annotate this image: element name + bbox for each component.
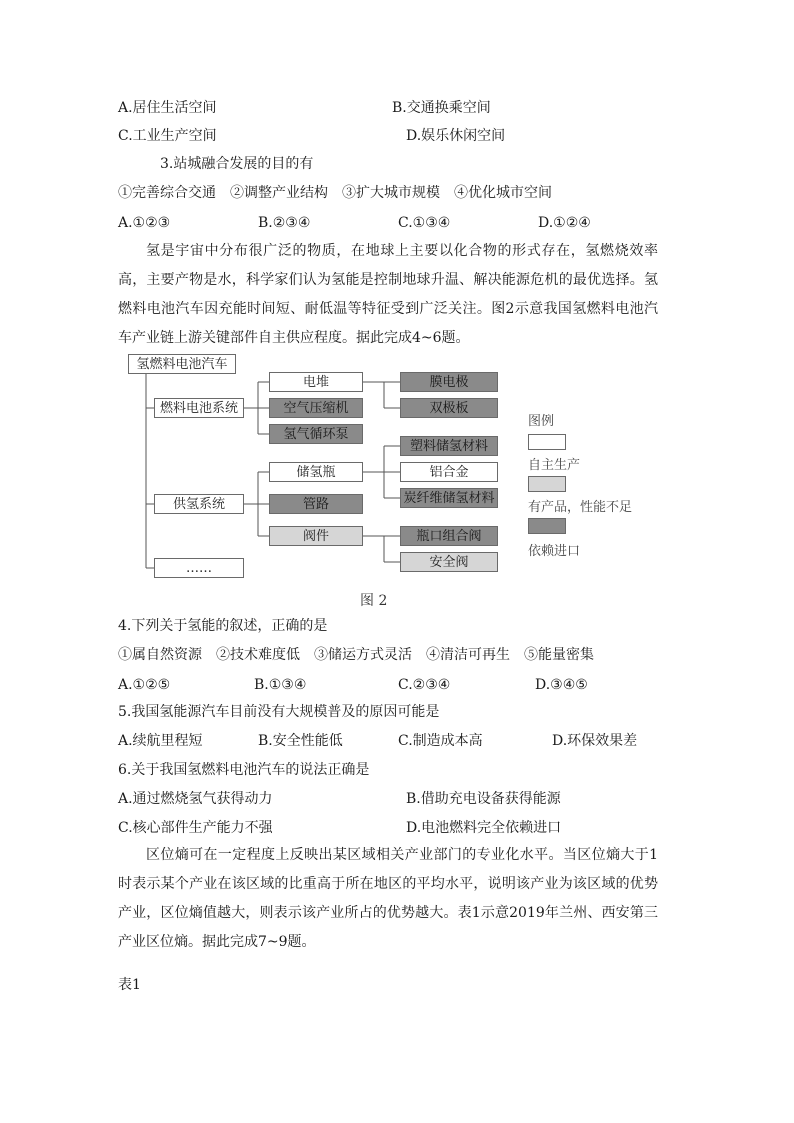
q6-option-a: A.通过燃烧氢气获得动力: [118, 791, 273, 807]
node-stack: 电堆: [269, 372, 363, 392]
node-cylinder-valve: 瓶口组合阀: [400, 526, 498, 546]
q2-option-c: C.工业生产空间: [118, 128, 217, 144]
q3-option-c: C.①③④: [398, 215, 451, 231]
node-carbon-fiber-material: 炭纤维储氢材料: [400, 488, 498, 508]
node-valve: 阀件: [269, 526, 363, 546]
legend-swatch-import: [528, 518, 566, 534]
passage-location-quotient: 区位熵可在一定程度上反映出某区域相关产业部门的专业化水平。当区位熵大于1时表示某个产业在该区域的比重高于所在地区的平均水平，说明该产业为该区域的优势产业，区位熵值越大，则表示该产业所占的优势越大。表1示意2019年兰州、西安第三产业区位熵。据此完成7~9题。: [118, 847, 658, 950]
q3-stem: 3.站城融合发展的目的有: [160, 156, 314, 172]
legend-title: 图例: [528, 414, 555, 429]
legend-label-insufficient: 有产品，性能不足: [528, 500, 633, 515]
node-fuel-cell-system: 燃料电池系统: [154, 398, 244, 418]
node-bipolar-plate: 双极板: [400, 398, 498, 418]
q4-option-c: C.②③④: [398, 677, 451, 693]
q4-option-d: D.③④⑤: [535, 677, 588, 693]
q4-items: ①属自然资源 ②技术难度低 ③储运方式灵活 ④清洁可再生 ⑤能量密集: [118, 647, 594, 663]
q6-stem: 6.关于我国氢燃料电池汽车的说法正确是: [118, 762, 370, 778]
node-safety-valve: 安全阀: [400, 552, 498, 572]
q3-option-a: A.①②③: [118, 215, 171, 231]
node-aluminum-alloy: 铝合金: [400, 462, 498, 482]
q5-option-c: C.制造成本高: [398, 733, 483, 749]
node-membrane-electrode: 膜电极: [400, 372, 498, 392]
q6-option-c: C.核心部件生产能力不强: [118, 820, 273, 836]
q5-option-a: A.续航里程短: [118, 733, 203, 749]
q5-option-b: B.安全性能低: [258, 733, 343, 749]
node-plastic-storage-material: 塑料储氢材料: [400, 436, 498, 456]
table-label: 表1: [118, 977, 141, 993]
node-hydrogen-pump: 氢气循环泵: [269, 424, 363, 444]
node-hydrogen-supply-system: 供氢系统: [154, 494, 244, 514]
q3-option-d: D.①②④: [538, 215, 591, 231]
node-hydrogen-tank: 储氢瓶: [269, 462, 363, 482]
node-others: ……: [154, 558, 244, 578]
figure-2-diagram: [118, 350, 658, 610]
q5-option-d: D.环保效果差: [552, 733, 638, 749]
legend-label-self: 自主生产: [528, 458, 581, 473]
node-air-compressor: 空气压缩机: [269, 398, 363, 418]
q2-option-a: A.居住生活空间: [118, 100, 217, 116]
q4-option-a: A.①②⑤: [118, 677, 171, 693]
passage-hydrogen: 氢是宇宙中分布很广泛的物质，在地球上主要以化合物的形式存在，氢燃烧效率高，主要产物是水，科学家们认为氢能是控制地球升温、解决能源危机的最优选择。氢燃料电池汽车因充能时间短、耐低温等特征受到广泛关注。图2示意我国氢燃料电池汽车产业链上游关键部件自主供应程度。据此完成4~6题。: [118, 243, 658, 346]
q6-option-b: B.借助充电设备获得能源: [406, 791, 561, 807]
q2-option-b: B.交通换乘空间: [392, 100, 491, 116]
q3-option-b: B.②③④: [258, 215, 311, 231]
q4-option-b: B.①③④: [254, 677, 307, 693]
q6-option-d: D.电池燃料完全依赖进口: [406, 820, 562, 836]
node-pipeline: 管路: [269, 494, 363, 514]
legend-swatch-insufficient: [528, 476, 566, 492]
node-root: 氢燃料电池汽车: [128, 354, 236, 374]
q2-option-d: D.娱乐休闲空间: [406, 128, 506, 144]
legend-label-import: 依赖进口: [528, 544, 581, 559]
q3-items: ①完善综合交通 ②调整产业结构 ③扩大城市规模 ④优化城市空间: [118, 185, 552, 201]
legend-swatch-self: [528, 434, 566, 450]
figure-caption: 图 2: [360, 593, 388, 609]
q4-stem: 4.下列关于氢能的叙述，正确的是: [118, 618, 328, 634]
q5-stem: 5.我国氢能源汽车目前没有大规模普及的原因可能是: [118, 704, 440, 720]
